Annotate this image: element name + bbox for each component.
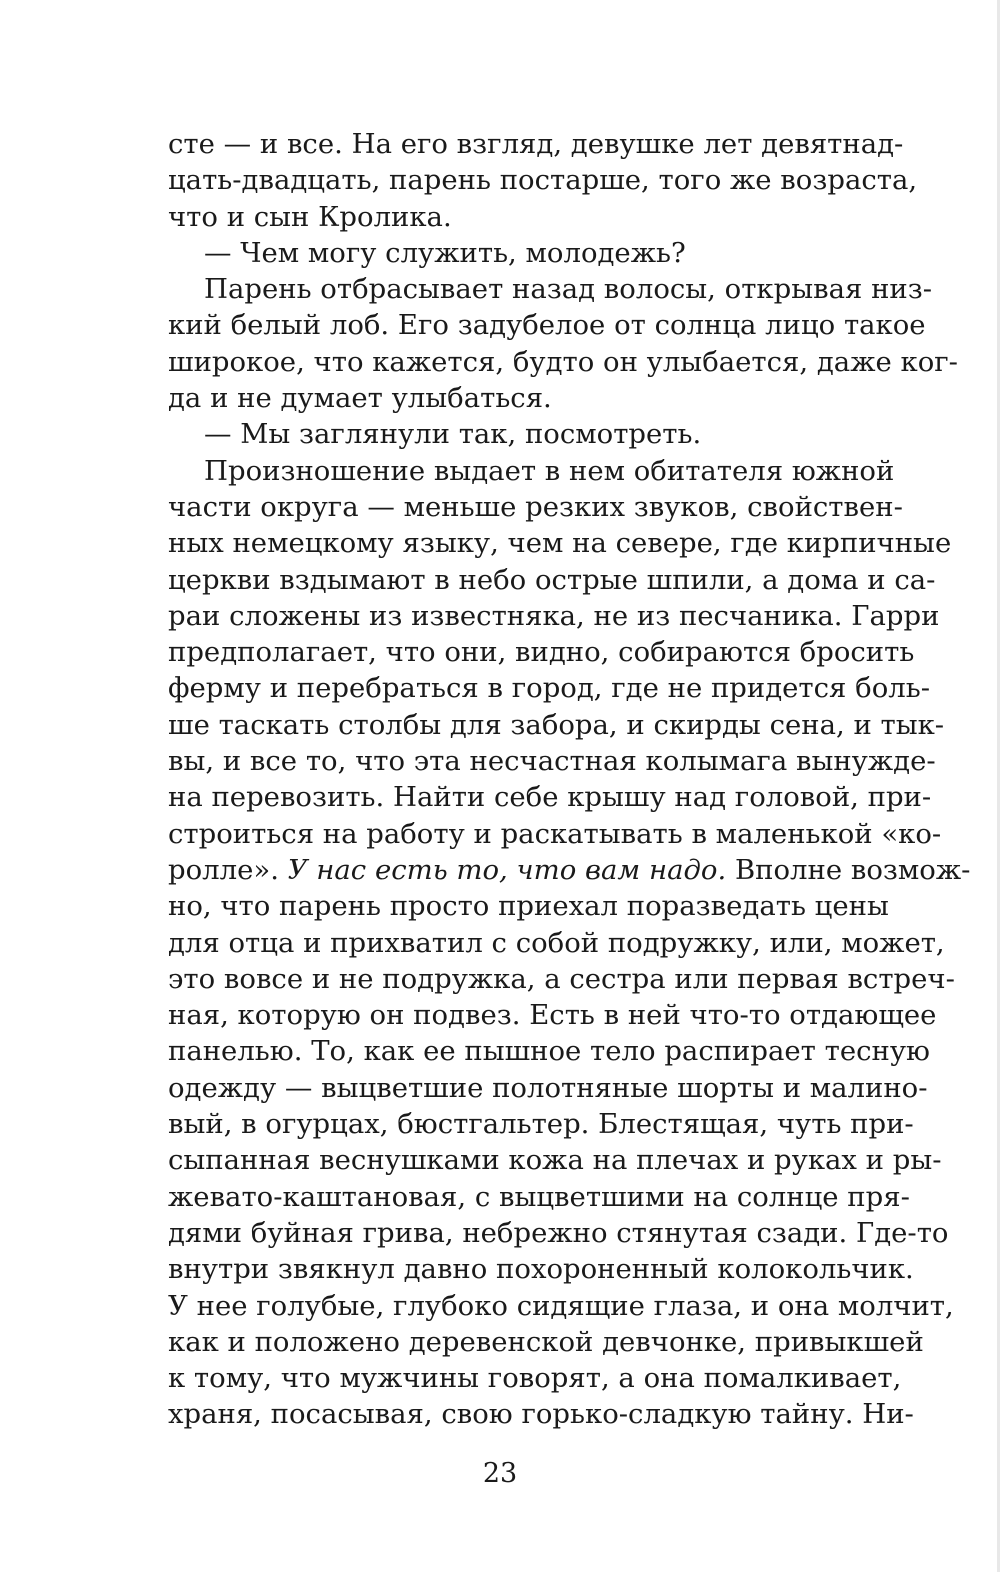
text-line: жевато-каштановая, с выцветшими на солнце пря- [168, 1180, 910, 1213]
text-line: церкви вздымают в небо острые шпили, а дома и са- [168, 563, 936, 596]
text-line: цать-двадцать, парень постарше, того же возраста, [168, 164, 918, 197]
text-line: сте — и все. На его взгляд, девушке лет девятнад- [168, 128, 904, 160]
text-line: Произношение выдает в нем обитателя южной [204, 454, 895, 487]
text-line: части округа — меньше резких звуков, свойствен- [168, 490, 903, 523]
text-line: строиться на работу и раскатывать в маленькой «ко- [168, 817, 942, 850]
text-segment: Вполне возмож- [726, 853, 971, 886]
text-line: широкое, что кажется, будто он улыбается, даже ког- [168, 345, 958, 378]
text-line: сыпанная веснушками кожа на плечах и руках и ры- [168, 1144, 942, 1177]
text-line: но, что парень просто приехал поразведать цены [168, 890, 889, 923]
text-line: к тому, что мужчины говорят, а она помалкивает, [168, 1362, 902, 1395]
page-number: 23 [482, 1458, 518, 1489]
text-line: кий белый лоб. Его задубелое от солнца лицо такое [168, 309, 926, 342]
text-line: дями буйная грива, небрежно стянутая сзади. Где-то [168, 1216, 949, 1249]
text-line: вый, в огурцах, бюстгальтер. Блестящая, чуть при- [168, 1108, 914, 1141]
text-line: храня, посасывая, свою горько-сладкую тайну. Ни- [168, 1398, 914, 1431]
text-line: ных немецкому языку, чем на севере, где кирпичные [168, 527, 952, 560]
text-line: что и сын Кролика. [168, 200, 452, 233]
text-line: это вовсе и не подружка, а сестра или первая встреч- [168, 962, 955, 995]
text-line: раи сложены из известняка, не из песчаника. Гарри [168, 599, 940, 632]
body-text [168, 126, 971, 1433]
text-line: одежду — выцветшие полотняные шорты и малино- [168, 1071, 928, 1104]
text-line: внутри звякнул давно похороненный колокольчик. [168, 1253, 914, 1286]
text-line: да и не думает улыбаться. [168, 382, 552, 415]
text-line: панелью. То, как ее пышное тело распирает тесную [168, 1035, 930, 1068]
text-line: У нее голубые, глубоко сидящие глаза, и она молчит, [168, 1289, 954, 1322]
text-line: как и положено деревенской девчонке, привыкшей [168, 1325, 924, 1358]
text-line: для отца и прихватил с собой подружку, или, может, [168, 926, 945, 959]
text-line: вы, и все то, что эта несчастная колымага вынужде- [168, 745, 936, 778]
text-line: — Мы заглянули так, посмотреть. [204, 418, 702, 451]
text-line: ная, которую он подвез. Есть в ней что-то отдающее [168, 999, 937, 1032]
text-line: Парень отбрасывает назад волосы, открывая низ- [204, 273, 933, 306]
text-line: — Чем могу служить, молодежь? [204, 236, 686, 269]
text-line: на перевозить. Найти себе крышу над головой, при- [168, 781, 932, 814]
text-line: ферму и перебраться в город, где не придется боль- [168, 672, 930, 705]
italic-segment: У нас есть то, что вам надо. [287, 853, 727, 886]
text-line: ше таскать столбы для забора, и скирды сена, и тык- [168, 708, 945, 741]
text-segment: ролле». [168, 853, 288, 886]
text-line: предполагает, что они, видно, собираются бросить [168, 636, 915, 669]
text-line [168, 852, 971, 888]
